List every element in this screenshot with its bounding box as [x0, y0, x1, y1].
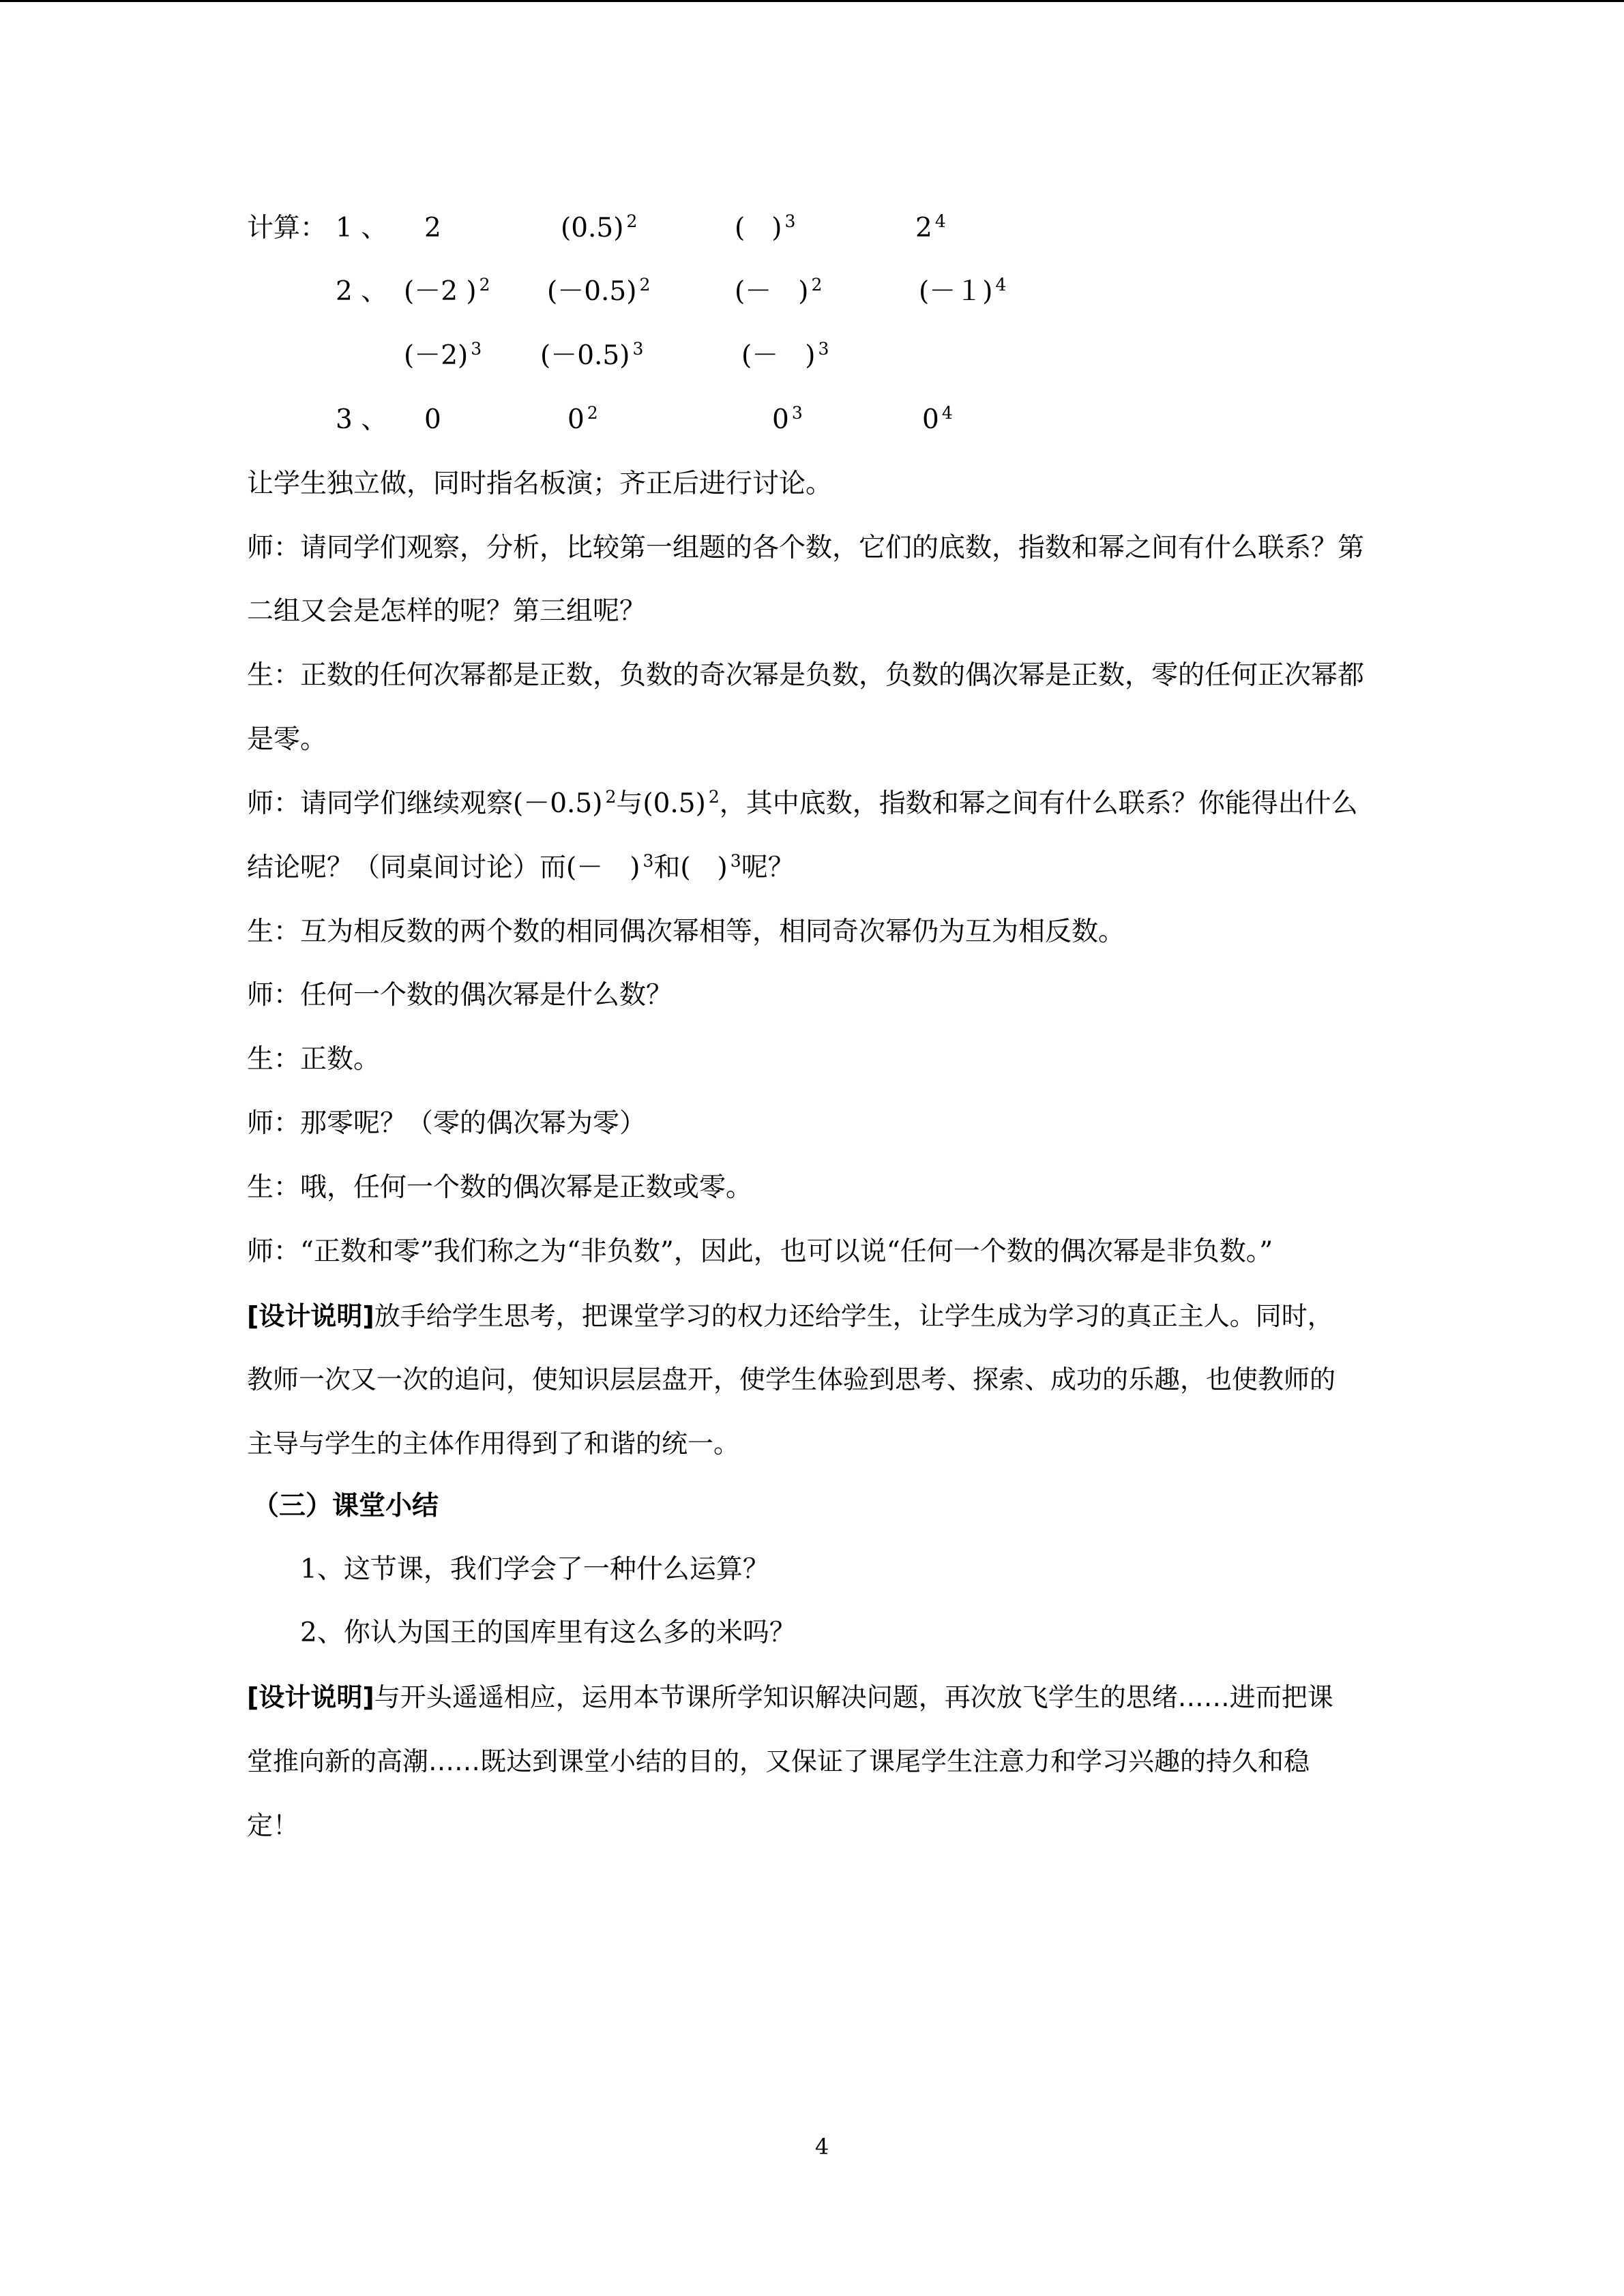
summary-item: 2、你认为国王的国库里有这么多的米吗？ [300, 1617, 796, 1648]
design-note-tag: [设计说明] [247, 1682, 374, 1712]
paragraph-teacher-question-2: 师：请同学们继续观察(－0.5) $^2$与(0.5) $^2$，其中底数，指数和幂之间有什么联系？你能得出什么 [247, 787, 1358, 819]
paragraph-student-answer-1-cont: 是零。 [247, 724, 327, 755]
calc-row2b-a: (－2) $^3$ [404, 339, 482, 371]
calc-row1-d: 2 $^4$ [915, 211, 946, 243]
calc-row1-number: 1 、 [336, 213, 388, 243]
calc-row1-b: (0.5) $^2$ [561, 211, 638, 243]
paragraph-student-answer-2: 生：互为相反数的两个数的相同偶次幂相等，相同奇次幂仍为互为相反数。 [247, 916, 1125, 947]
paragraph-teacher-question-4: 师：那零呢？（零的偶次幂为零） [247, 1108, 647, 1139]
design-note-2-line-1: [设计说明]与开头遥遥相应，运用本节课所学知识解决问题，再次放飞学生的思绪……进而把课 [247, 1682, 1333, 1712]
design-note-1-line-3: 主导与学生的主体作用得到了和谐的统一。 [247, 1429, 740, 1459]
calc-row2-c: (－ ) $^2$ [735, 275, 823, 307]
paragraph-student-answer-3: 生：正数。 [247, 1044, 381, 1075]
calc-row2-a: (－2 ) $^2$ [404, 275, 490, 307]
top-border-line [0, 0, 1624, 2]
calc-label: 计算： [247, 213, 327, 243]
calc-row3-d: 0 $^4$ [922, 403, 953, 435]
summary-item: 1、这节课，我们学会了一种什么运算？ [300, 1554, 769, 1585]
paragraph-teacher-question-3: 师：任何一个数的偶次幂是什么数？ [247, 980, 673, 1011]
design-note-1-line-1: [设计说明]放手给学生思考，把课堂学习的权力还给学生，让学生成为学习的真正主人。同时， [247, 1301, 1333, 1331]
paragraph-student-answer-4: 生：哦，任何一个数的偶次幂是正数或零。 [247, 1172, 753, 1203]
calc-row3-number: 3 、 [336, 404, 388, 435]
section-heading: （三）课堂小结 [252, 1490, 439, 1521]
paragraph-independent-work: 让学生独立做，同时指名板演；齐正后进行讨论。 [247, 468, 833, 499]
calc-row2-number: 2 、 [336, 276, 388, 307]
page-number: 4 [814, 2134, 829, 2160]
calc-row3-c: 0 $^3$ [772, 403, 803, 435]
calc-row2b-c: (－ ) $^3$ [741, 339, 829, 371]
calc-row1-a: 2 [424, 213, 441, 243]
paragraph-teacher-question-2-cont: 结论呢？（同桌间讨论）而(－ ) $^3$和( ) $^3$呢？ [247, 851, 795, 883]
calc-row2-d: (－１) $^4$ [919, 275, 1007, 307]
paragraph-teacher-conclusion: 师：“正数和零”我们称之为“非负数”，因此，也可以说“任何一个数的偶次幂是非负数。” [247, 1236, 1273, 1267]
calc-row3-a: 0 [424, 404, 441, 435]
paragraph-teacher-question-1: 师：请同学们观察，分析，比较第一组题的各个数，它们的底数，指数和幂之间有什么联系？第 [247, 533, 1365, 563]
calc-row2b-b: (－0.5) $^3$ [540, 339, 644, 371]
design-note-2-line-3: 定！ [247, 1810, 299, 1840]
paragraph-student-answer-1: 生：正数的任何次幂都是正数，负数的奇次幂是负数，负数的偶次幂是正数，零的任何正次幂都 [247, 660, 1365, 691]
design-note-tag: [设计说明] [247, 1301, 374, 1331]
calc-row3-b: 0 $^2$ [567, 403, 598, 435]
paragraph-teacher-question-1-cont: 二组又会是怎样的呢？第三组呢？ [247, 596, 647, 627]
calc-row2-b: (－0.5) $^2$ [547, 275, 651, 307]
design-note-2-line-2: 堂推向新的高潮……既达到课堂小结的目的，又保证了课尾学生注意力和学习兴趣的持久和稳 [247, 1746, 1310, 1776]
calc-row1-c: ( ) $^3$ [735, 211, 796, 243]
design-note-1-line-2: 教师一次又一次的追问，使知识层层盘开，使学生体验到思考、探索、成功的乐趣，也使教师的 [247, 1365, 1336, 1395]
